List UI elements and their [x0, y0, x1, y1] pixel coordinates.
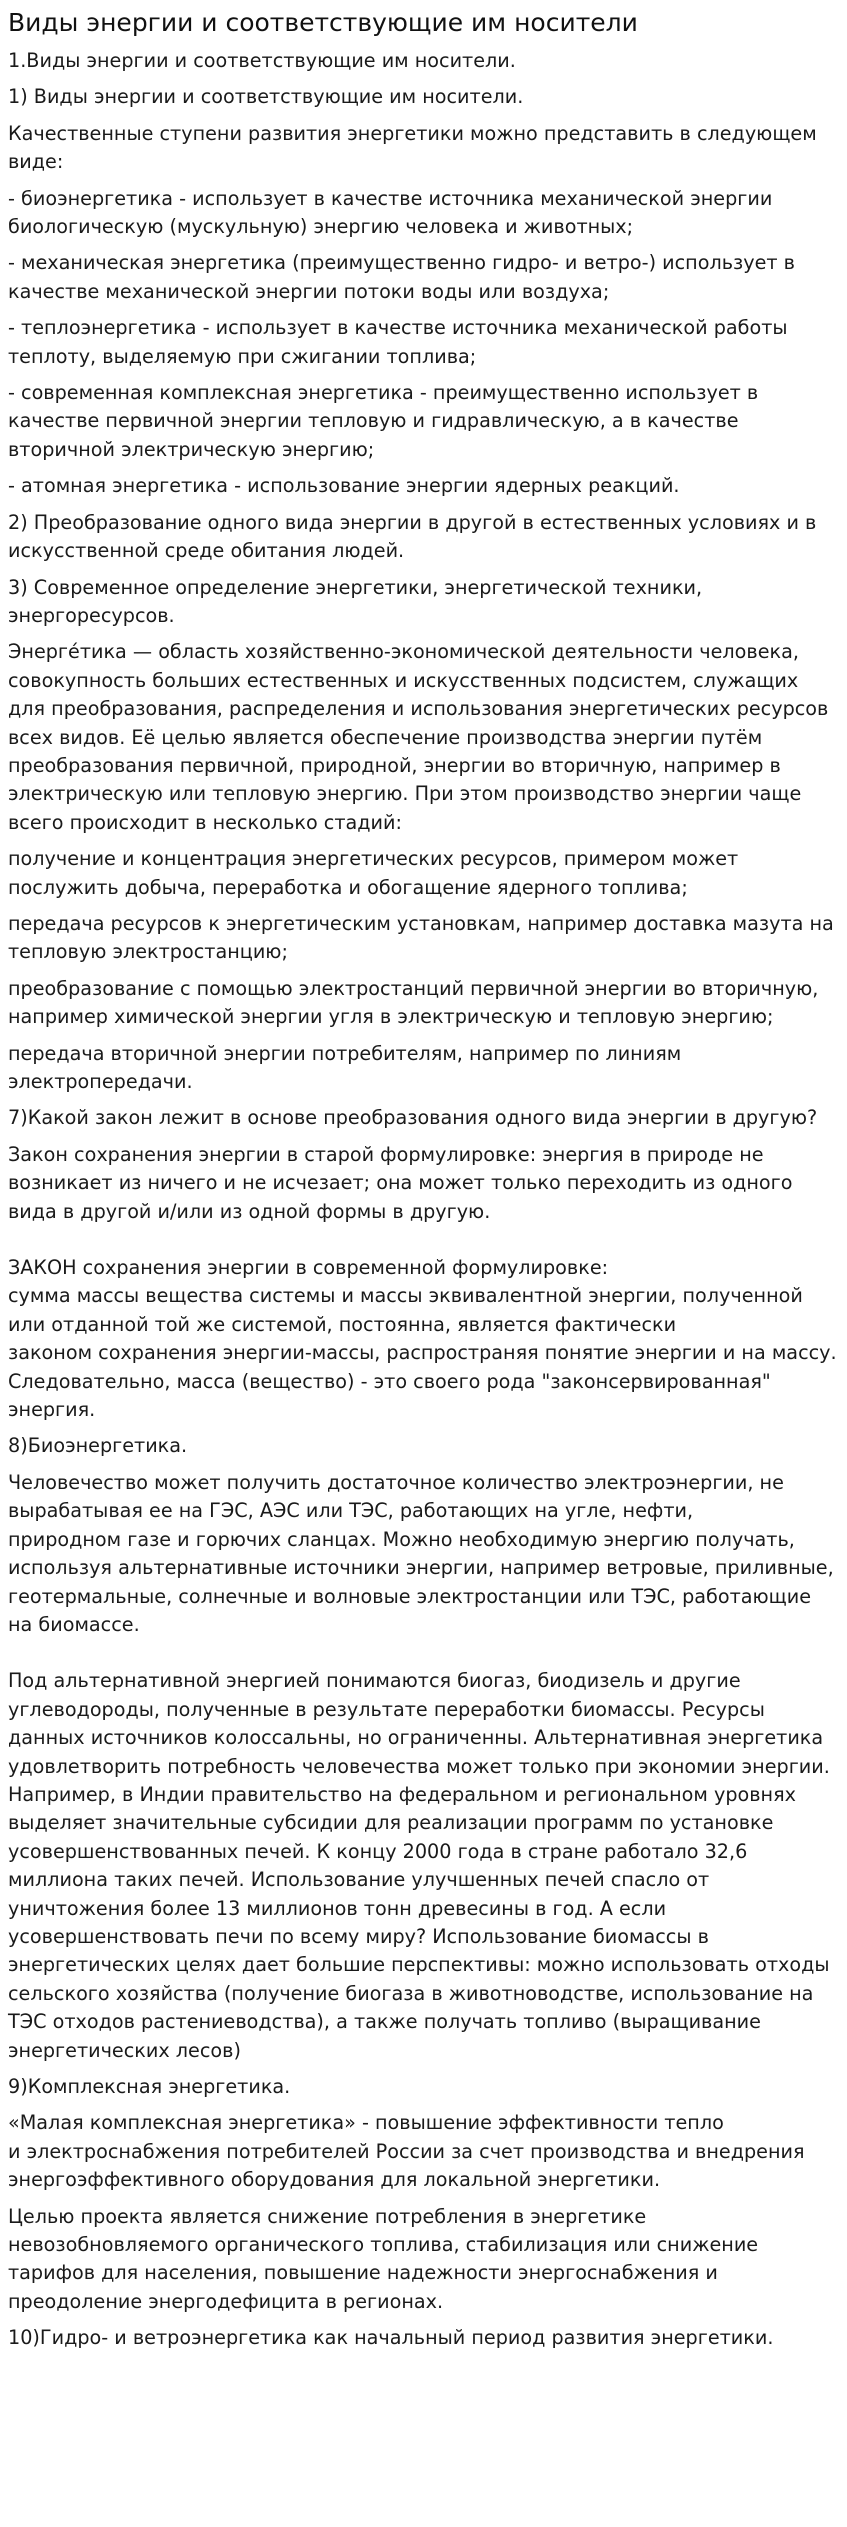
paragraph: Под альтернативной энергией понимаются биогаз, биодизель и другие углеводороды, полученные в результате переработки биомассы. Ресурсы данных источников колоссальны, но ограниченны. Альтернативная энергетика удовлетворить потребность человечества может только при экономии энергии. Например, в Индии правительство на федеральном и региональном уровнях выделяет значительные субсидии для реализации программ по установке усовершенствованных печей. К концу 2000 года в стране работало 32,6 миллиона таких печей. Использование улучшенных печей спасло от уничтожения более 13 миллионов тонн древесины в год. А если усовершенствовать печи по всему миру? Использование биомассы в энергетических целях дает большие перспективы: можно использовать отходы сельского хозяйства (получение биогаза в животноводстве, использование на ТЭС отходов растениеводства), а также получать топливо (выращивание энергетических лесов): [8, 1669, 830, 2062]
paragraph: Человечество может получить достаточное количество электроэнергии, не вырабатывая ее на ГЭС, АЭС или ТЭС, работающих на угле, нефти, природном газе и горючих сланцах. Можно необходимую энергию получать, используя альтернативные источники энергии, например ветровые, приливные, геотермальные, солнечные и волновые электростанции или ТЭС, работающие на биомассе.: [8, 1470, 834, 1636]
paragraph: 3) Современное определение энергетики, энергетической техники, энергоресурсов.: [8, 575, 703, 627]
paragraph: получение и концентрация энергетических ресурсов, примером может послужить добыча, переработка и обогащение ядерного топлива;: [8, 847, 739, 899]
paragraph: - механическая энергетика (преимущественно гидро- и ветро-) использует в качестве механической энергии потоки воды или воздуха;: [8, 251, 795, 303]
paragraph: «Малая комплексная энергетика» - повышение эффективности тепло и электроснабжения потребителей России за счет производства и внедрения энергоэффективного оборудования для локальной энергетики.: [8, 2111, 805, 2192]
paragraph: Закон сохранения энергии в старой формулировке: энергия в природе не возникает из ничего и не исчезает; она может только переходить из одного вида в другой и/или из одной формы в другую.: [8, 1142, 793, 1223]
paragraph: передача вторичной энергии потребителям, например по линиям электропередачи.: [8, 1041, 682, 1093]
page-title: Виды энергии и соответствующие им носители: [8, 8, 638, 37]
paragraph: 8)Биоэнергетика.: [8, 1434, 188, 1458]
paragraph: 10)Гидро- и ветроэнергетика как начальный период развития энергетики.: [8, 2326, 774, 2350]
paragraph: - теплоэнергетика - использует в качестве источника механической работы теплоту, выделяемую при сжигании топлива;: [8, 316, 788, 368]
paragraph: - биоэнергетика - использует в качестве источника механической энергии биологическую (мускульную) энергию человека и животных;: [8, 186, 773, 239]
paragraph: 7)Какой закон лежит в основе преобразования одного вида энергии в другую?: [8, 1106, 818, 1130]
paragraph: ЗАКОН сохранения энергии в современной формулировке: сумма массы вещества системы и массы эквивалентной энергии, полученной или отданной той же системой, постоянна, является фактически законом сохранения энергии-массы, распространяя понятие энергии и на массу. Следовательно, масса (вещество) - это своего рода "законсервированная" энергия.: [8, 1256, 837, 1422]
paragraph: - атомная энергетика - использование энергии ядерных реакций.: [8, 474, 680, 498]
paragraph: 2) Преобразование одного вида энергии в другой в естественных условиях и в искусственной среде обитания людей.: [8, 510, 817, 563]
paragraph: 9)Комплексная энергетика.: [8, 2075, 291, 2098]
paragraph: преобразование с помощью электростанций первичной энергии во вторичную, например химической энергии угля в электрическую и тепловую энергию;: [8, 976, 819, 1029]
paragraph: Энерге́тика — область хозяйственно-экономической деятельности человека, совокупность больших естественных и искусственных подсистем, служащих для преобразования, распределения и использования энергетических ресурсов всех видов. Её целью является обеспечение производства энергии путём преобразования первичной, природной, энергии во вторичную, например в электрическую или тепловую энергию. При этом производство энергии чаще всего происходит в несколько стадий:: [8, 640, 829, 834]
paragraph: - современная комплексная энергетика - преимущественно использует в качестве первичной энергии тепловую и гидравлическую, а в качестве вторичной электрическую энергию;: [8, 381, 759, 461]
paragraph: Целью проекта является снижение потребления в энергетике невозобновляемого органического топлива, стабилизация или снижение тарифов для населения, повышение надежности энергоснабжения и преодоление энергодефицита в регионах.: [8, 2204, 759, 2313]
paragraph: 1) Виды энергии и соответствующие им носители.: [8, 85, 524, 109]
paragraph: передача ресурсов к энергетическим установкам, например доставка мазута на тепловую электростанцию;: [8, 911, 834, 964]
paragraph: 1.Виды энергии и соответствующие им носители.: [8, 49, 516, 72]
paragraph: Качественные ступени развития энергетики можно представить в следующем виде:: [8, 121, 817, 174]
